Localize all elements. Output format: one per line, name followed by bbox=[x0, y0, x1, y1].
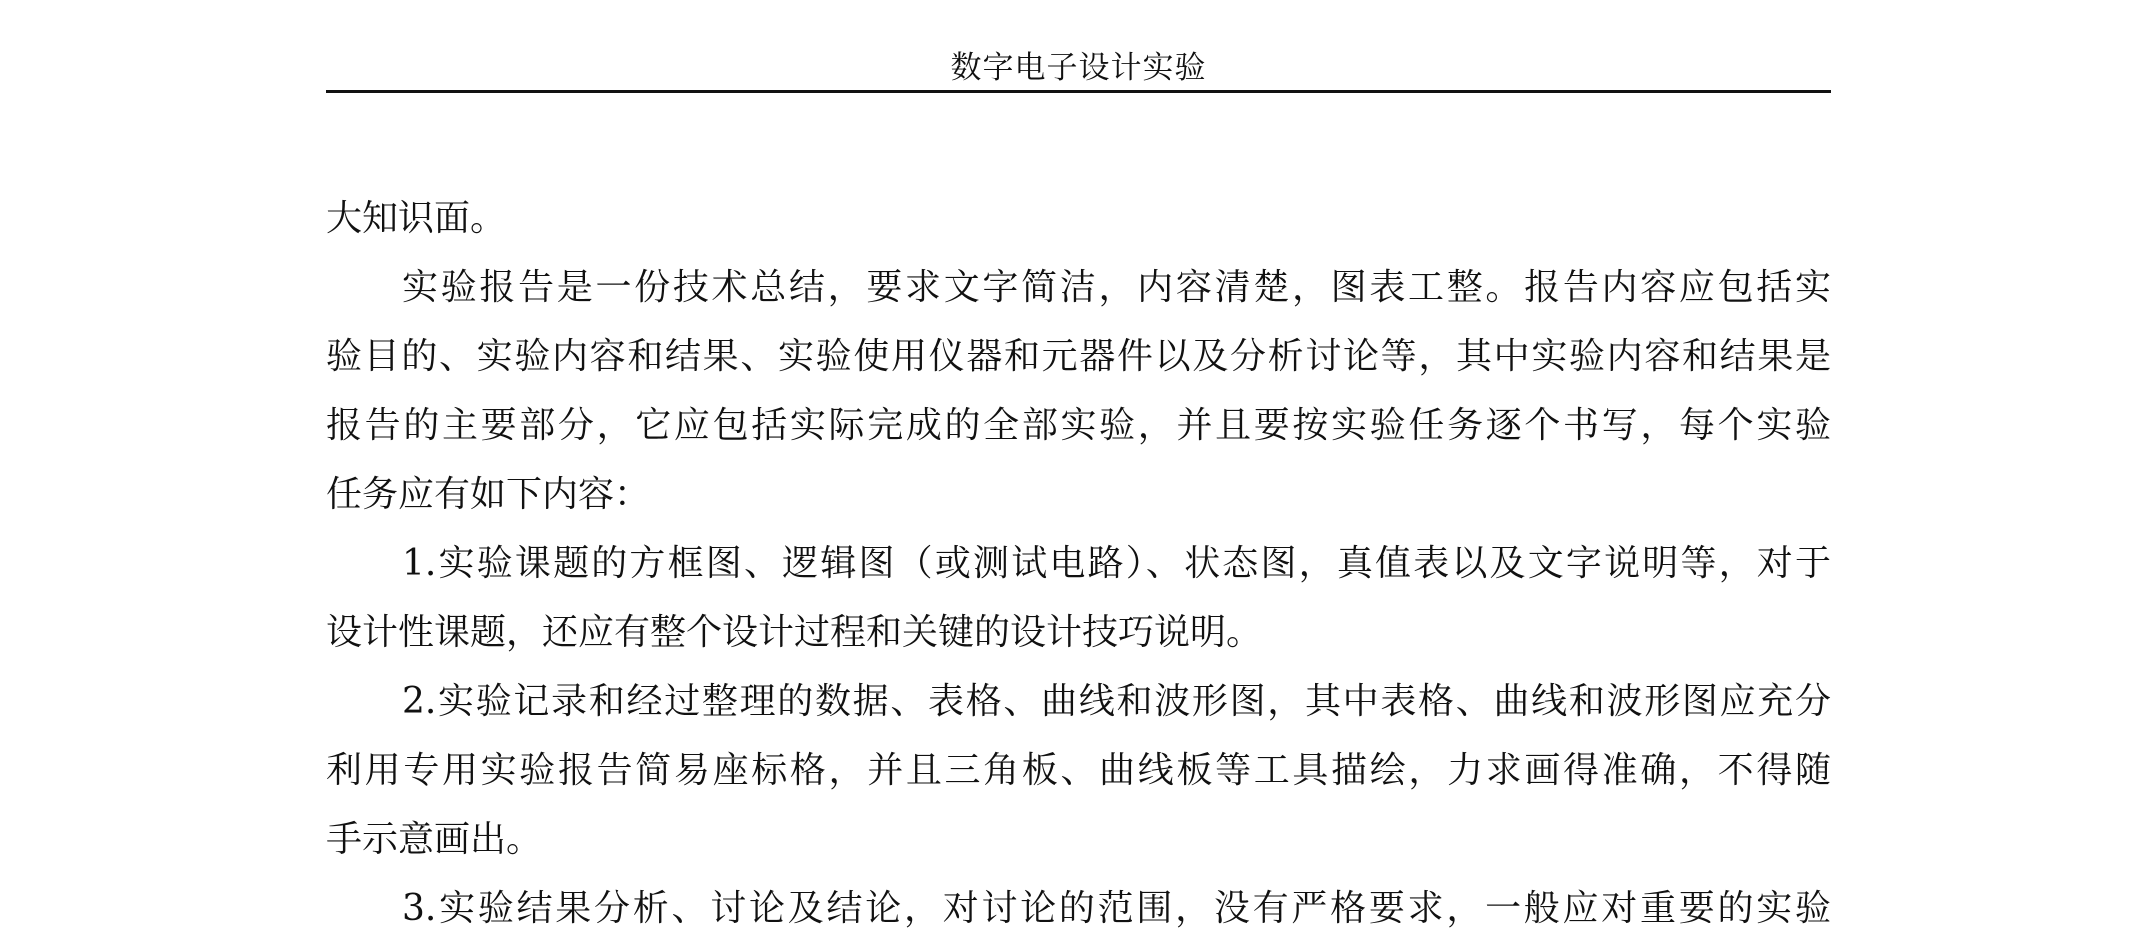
body-text bbox=[326, 184, 1831, 943]
text-line: 任务应有如下内容： bbox=[326, 474, 651, 515]
text-line: 设计性课题，还应有整个设计过程和关键的设计技巧说明。 bbox=[326, 612, 1263, 653]
text-line: 实验报告是一份技术总结，要求文字简洁，内容清楚，图表工整。报告内容应包括实 bbox=[402, 267, 1831, 308]
running-header: 数字电子设计实验 bbox=[950, 50, 1207, 86]
text-line: 验目的、实验内容和结果、实验使用仪器和元器件以及分析讨论等，其中实验内容和结果是 bbox=[326, 336, 1831, 377]
text-line: 大知识面。 bbox=[326, 198, 507, 239]
text-line: 报告的主要部分，它应包括实际完成的全部实验，并且要按实验任务逐个书写，每个实验 bbox=[326, 405, 1831, 446]
text-line: 3.实验结果分析、讨论及结论，对讨论的范围，没有严格要求，一般应对重要的实验 bbox=[402, 888, 1831, 929]
header-rule bbox=[326, 90, 1831, 93]
text-line: 利用专用实验报告简易座标格，并且三角板、曲线板等工具描绘，力求画得准确，不得随 bbox=[326, 750, 1831, 791]
text-line: 2.实验记录和经过整理的数据、表格、曲线和波形图，其中表格、曲线和波形图应充分 bbox=[402, 681, 1831, 722]
text-line: 手示意画出。 bbox=[326, 819, 543, 860]
text-line: 1.实验课题的方框图、逻辑图（或测试电路）、状态图，真值表以及文字说明等，对于 bbox=[402, 543, 1831, 584]
